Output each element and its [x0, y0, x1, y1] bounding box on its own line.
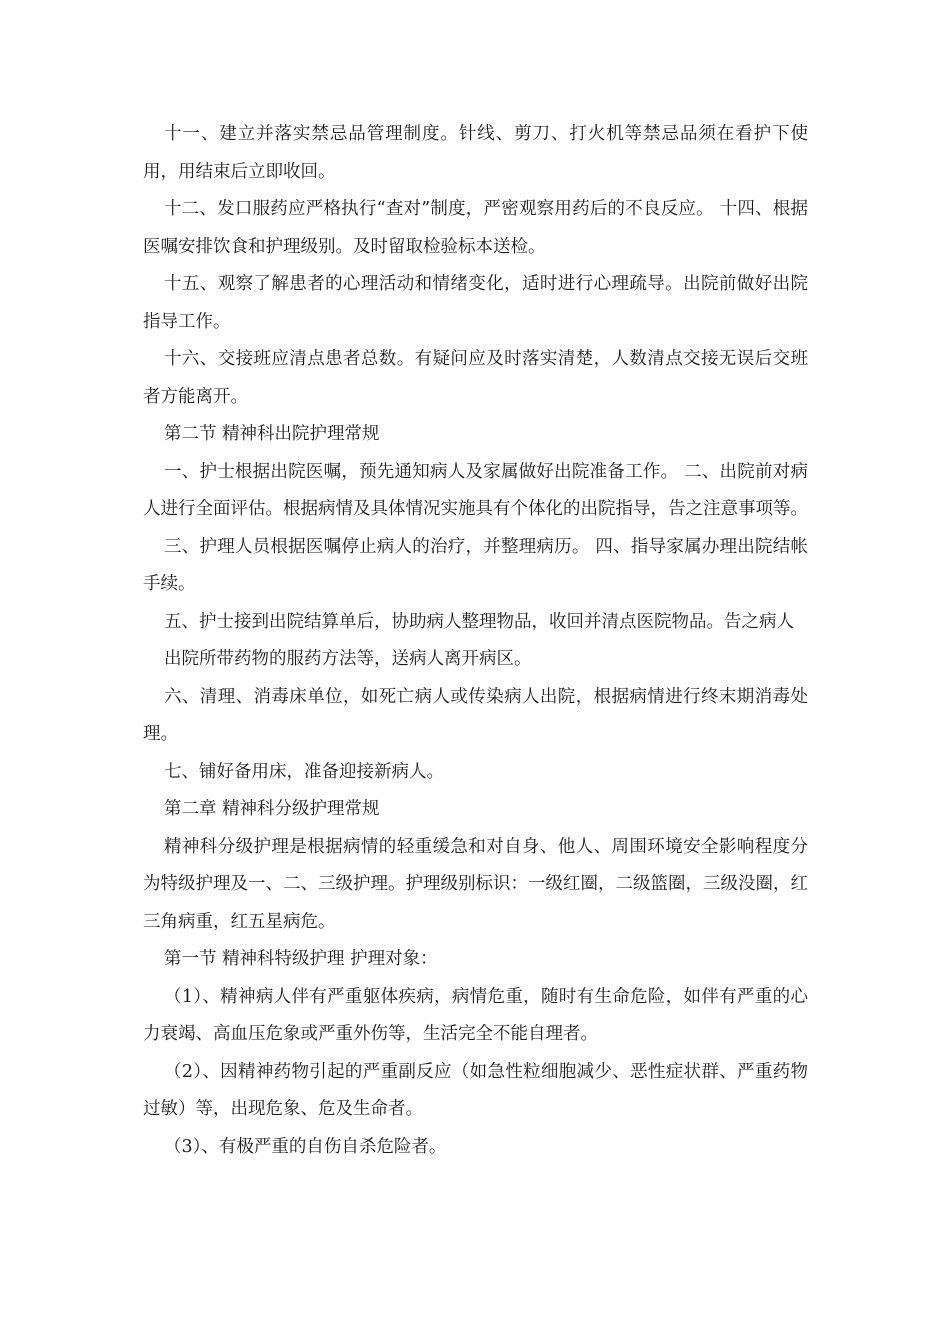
- paragraph-discharge-5: 五、护士接到出院结算单后，协助病人整理物品，收回并清点医院物品。告之病人: [164, 611, 794, 632]
- chapter-heading-graded-care: 第二章 精神科分级护理常规: [164, 799, 380, 819]
- paragraph-rule-12-14: 十二、发口服药应严格执行“查对”制度，严密观察用药后的不良反应。 十四、根据医嘱安排饮食和护理级别。及时留取检验标本送检。: [143, 199, 808, 257]
- paragraph-rule-11: 十一、建立并落实禁忌品管理制度。针线、剪刀、打火机等禁忌品须在看护下使用，用结束后立即收回。: [143, 124, 808, 182]
- list-item-1: （1）、精神病人伴有严重躯体疾病，病情危重，随时有生命危险，如伴有严重的心力衰竭、高血压危象或严重外伤等，生活完全不能自理者。: [143, 986, 808, 1044]
- list-item-3: （3）、有极严重的自伤自杀危险者。: [164, 1136, 447, 1157]
- paragraph-rule-16: 十六、交接班应清点患者总数。有疑问应及时落实清楚，人数清点交接无误后交班者方能离开。: [143, 349, 808, 407]
- paragraph-rule-15: 十五、观察了解患者的心理活动和情绪变化，适时进行心理疏导。出院前做好出院指导工作。: [143, 274, 808, 332]
- list-item-2: （2）、因精神药物引起的严重副反应（如急性粒细胞减少、恶性症状群、严重药物过敏）等，出现危象、危及生命者。: [143, 1061, 808, 1119]
- document-body: [143, 116, 808, 1166]
- paragraph-discharge-3-4: 三、护理人员根据医嘱停止病人的治疗，并整理病历。 四、指导家属办理出院结帐手续。: [143, 536, 808, 594]
- paragraph-discharge-5-cont: 出院所带药物的服药方法等，送病人离开病区。: [164, 649, 532, 669]
- section-heading-special-care: 第一节 精神科特级护理 护理对象：: [164, 949, 438, 969]
- paragraph-discharge-7: 七、铺好备用床，准备迎接新病人。: [164, 761, 444, 782]
- paragraph-discharge-6: 六、清理、消毒床单位，如死亡病人或传染病人出院，根据病情进行终末期消毒处理。: [143, 686, 808, 744]
- section-heading-discharge: 第二节 精神科出院护理常规: [164, 424, 380, 444]
- paragraph-graded-care-intro: 精神科分级护理是根据病情的轻重缓急和对自身、他人、周围环境安全影响程度分为特级护理及一、二、三级护理。护理级别标识：一级红圈，二级篮圈，三级没圈，红三角病重，红五星病危。: [143, 836, 808, 932]
- paragraph-discharge-1-2: 一、护士根据出院医嘱，预先通知病人及家属做好出院准备工作。 二、出院前对病人进行全面评估。根据病情及具体情况实施具有个体化的出院指导，告之注意事项等。: [143, 461, 808, 519]
